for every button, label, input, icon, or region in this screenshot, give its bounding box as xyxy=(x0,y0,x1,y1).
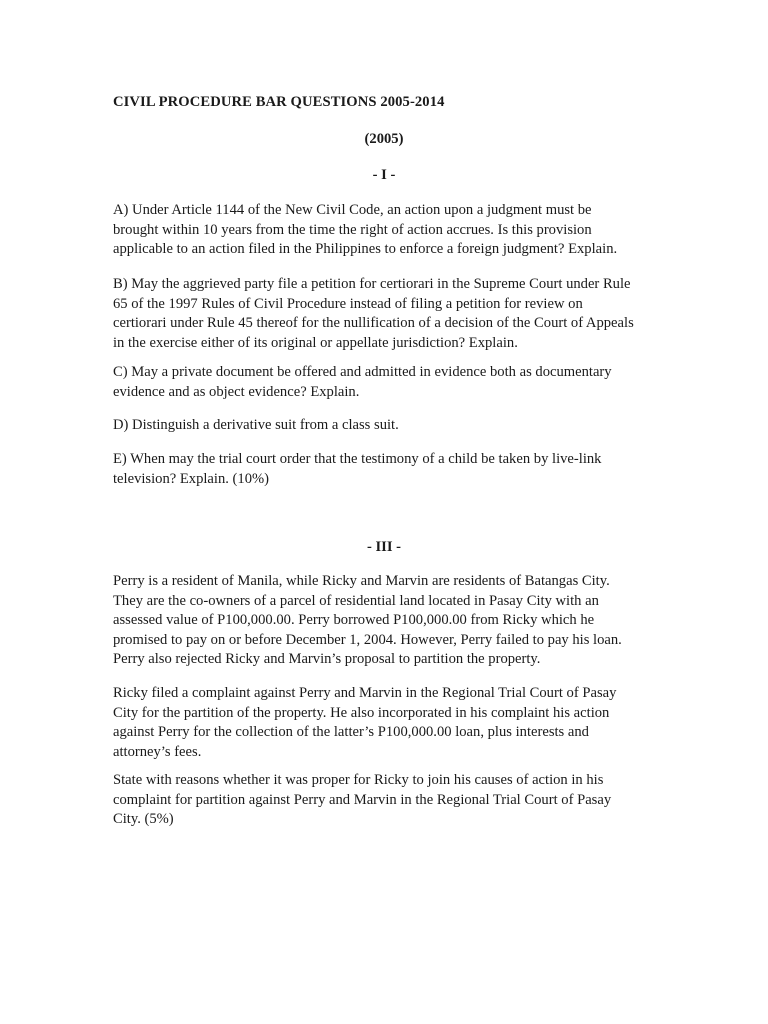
question-c-line: C) May a private document be offered and admitted in evidence both as documentary xyxy=(113,364,612,380)
question-e-line: television? Explain. (10%) xyxy=(113,470,270,487)
problem-facts-line: promised to pay on or before December 1, 2004. However, Perry failed to pay his loan. xyxy=(113,631,622,648)
problem-facts-line: Perry also rejected Ricky and Marvin’s proposal to partition the property. xyxy=(113,651,541,668)
problem-facts xyxy=(113,572,658,670)
problem-complaint-line: attorney’s fees. xyxy=(113,743,202,760)
question-a-line: brought within 10 years from the time the right of action accrues. Is this provision xyxy=(113,221,592,238)
problem-question-line: State with reasons whether it was proper for Ricky to join his causes of action in his xyxy=(113,772,604,788)
problem-facts-line: They are the co-owners of a parcel of residential land located in Pasay City with an xyxy=(113,592,599,609)
question-b xyxy=(113,275,658,353)
problem-question xyxy=(113,771,658,830)
question-a-line: applicable to an action filed in the Philippines to enforce a foreign judgment? Explain. xyxy=(113,241,618,258)
problem-facts-line: Perry is a resident of Manila, while Ricky and Marvin are residents of Batangas City. xyxy=(113,573,610,589)
question-e-line: E) When may the trial court order that the testimony of a child be taken by live-link xyxy=(113,451,602,467)
question-b-line: B) May the aggrieved party file a petition for certiorari in the Supreme Court under Rule xyxy=(113,276,631,292)
question-b-line: 65 of the 1997 Rules of Civil Procedure instead of filing a petition for review on xyxy=(113,295,583,312)
problem-complaint xyxy=(113,684,658,762)
question-d xyxy=(113,416,658,436)
problem-complaint-line: City for the partition of the property. He also incorporated in his complaint his action xyxy=(113,704,610,721)
question-d-line: D) Distinguish a derivative suit from a class suit. xyxy=(113,417,399,433)
problem-question-line: complaint for partition against Perry and Marvin in the Regional Trial Court of Pasay xyxy=(113,791,612,808)
section-one-heading: - I - xyxy=(372,167,396,183)
document-title: CIVIL PROCEDURE BAR QUESTIONS 2005-2014 xyxy=(113,94,445,110)
problem-complaint-line: against Perry for the collection of the latter’s P100,000.00 loan, plus interests and xyxy=(113,724,589,741)
exam-year-heading: (2005) xyxy=(364,131,404,147)
problem-question-line: City. (5%) xyxy=(113,811,174,828)
question-b-line: in the exercise either of its original or appellate jurisdiction? Explain. xyxy=(113,334,518,351)
problem-facts-line: assessed value of P100,000.00. Perry borrowed P100,000.00 from Ricky which he xyxy=(113,612,595,629)
section-three-heading: - III - xyxy=(366,539,402,555)
question-b-line: certiorari under Rule 45 thereof for the nullification of a decision of the Court of Appeals xyxy=(113,315,634,332)
problem-complaint-line: Ricky filed a complaint against Perry and Marvin in the Regional Trial Court of Pasay xyxy=(113,685,617,701)
question-a xyxy=(113,201,658,260)
question-c xyxy=(113,363,658,402)
question-c-line: evidence and as object evidence? Explain. xyxy=(113,383,360,400)
question-a-line: A) Under Article 1144 of the New Civil Code, an action upon a judgment must be xyxy=(113,202,592,218)
question-e xyxy=(113,450,658,489)
